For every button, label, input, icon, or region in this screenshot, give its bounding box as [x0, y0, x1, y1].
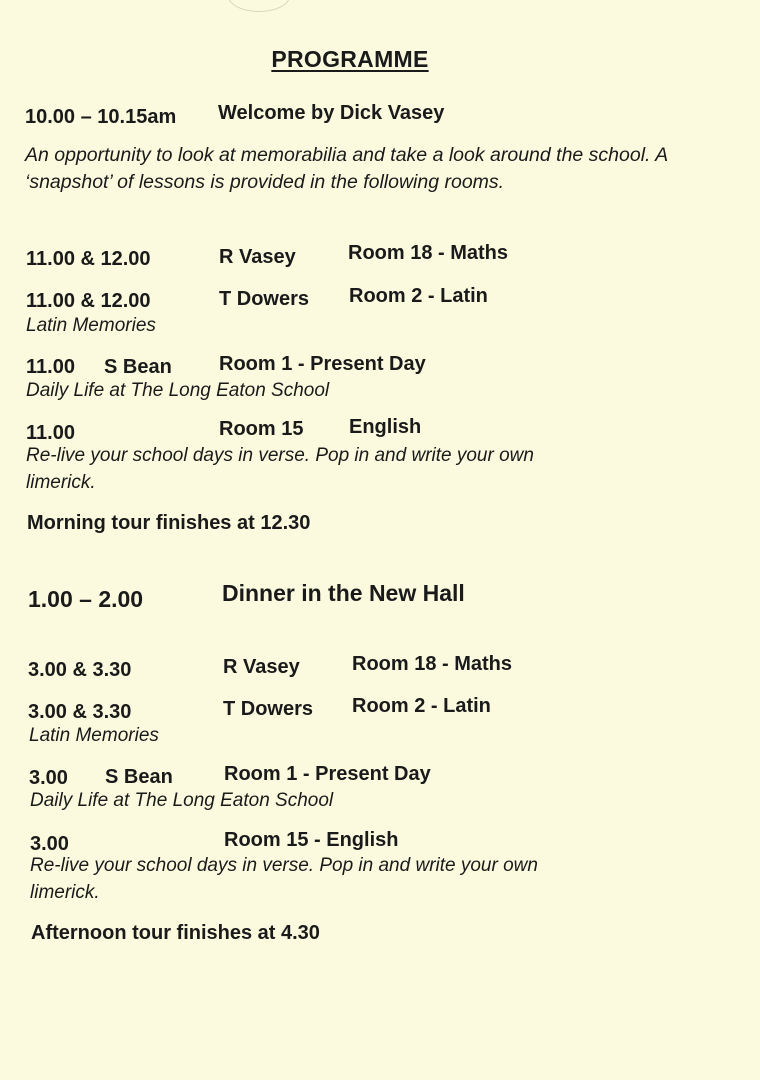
afternoon-s4-note-line1: Re-live your school days in verse. Pop in and write your own [30, 855, 538, 876]
afternoon-s2-note: Latin Memories [29, 725, 159, 746]
afternoon-s2-teacher: T Dowers [223, 698, 314, 720]
dinner-time: 1.00 – 2.00 [28, 586, 144, 612]
page-title: PROGRAMME [271, 46, 429, 72]
punch-hole-mark [228, 0, 290, 12]
morning-end: Morning tour finishes at 12.30 [27, 512, 311, 534]
morning-s4-time: 11.00 [26, 422, 75, 444]
afternoon-end: Afternoon tour finishes at 4.30 [31, 922, 320, 944]
afternoon-s2-time: 3.00 & 3.30 [28, 701, 132, 723]
afternoon-s4-room: Room 15 - English [224, 829, 399, 851]
morning-s2-teacher: T Dowers [219, 288, 310, 310]
morning-s1-time: 11.00 & 12.00 [26, 248, 151, 270]
afternoon-s4-time: 3.00 [30, 833, 69, 855]
morning-s3-teacher: S Bean [104, 356, 172, 378]
morning-s4-subject: English [349, 416, 422, 438]
afternoon-s4-note-line2: limerick. [30, 882, 100, 903]
morning-s1-room: Room 18 - Maths [348, 242, 509, 264]
afternoon-s3-time: 3.00 [29, 767, 68, 789]
morning-s2-note: Latin Memories [26, 315, 156, 336]
morning-s3-note: Daily Life at The Long Eaton School [26, 380, 330, 401]
morning-s3-time: 11.00 [26, 356, 75, 378]
afternoon-s3-note: Daily Life at The Long Eaton School [30, 790, 334, 811]
afternoon-s2-room: Room 2 - Latin [352, 695, 491, 717]
morning-s2-time: 11.00 & 12.00 [26, 290, 151, 312]
morning-s2-room: Room 2 - Latin [349, 285, 488, 307]
afternoon-s1-room: Room 18 - Maths [352, 653, 513, 675]
morning-s4-note-line2: limerick. [26, 472, 96, 493]
welcome-time: 10.00 – 10.15am [25, 106, 177, 128]
welcome-description: An opportunity to look at memorabilia and take a look around the school. A ‘snapshot’ of lessons is provided in the following rooms. [25, 144, 668, 193]
welcome-title: Welcome by Dick Vasey [218, 102, 445, 124]
morning-s4-note-line1: Re-live your school days in verse. Pop in and write your own [26, 445, 534, 466]
afternoon-s1-teacher: R Vasey [223, 656, 300, 678]
morning-s3-room: Room 1 - Present Day [219, 353, 426, 375]
dinner-title: Dinner in the New Hall [222, 580, 465, 606]
morning-s1-teacher: R Vasey [219, 246, 296, 268]
afternoon-s3-room: Room 1 - Present Day [224, 763, 431, 785]
afternoon-s1-time: 3.00 & 3.30 [28, 659, 132, 681]
afternoon-s3-teacher: S Bean [105, 766, 173, 788]
morning-s4-room: Room 15 [219, 418, 304, 440]
